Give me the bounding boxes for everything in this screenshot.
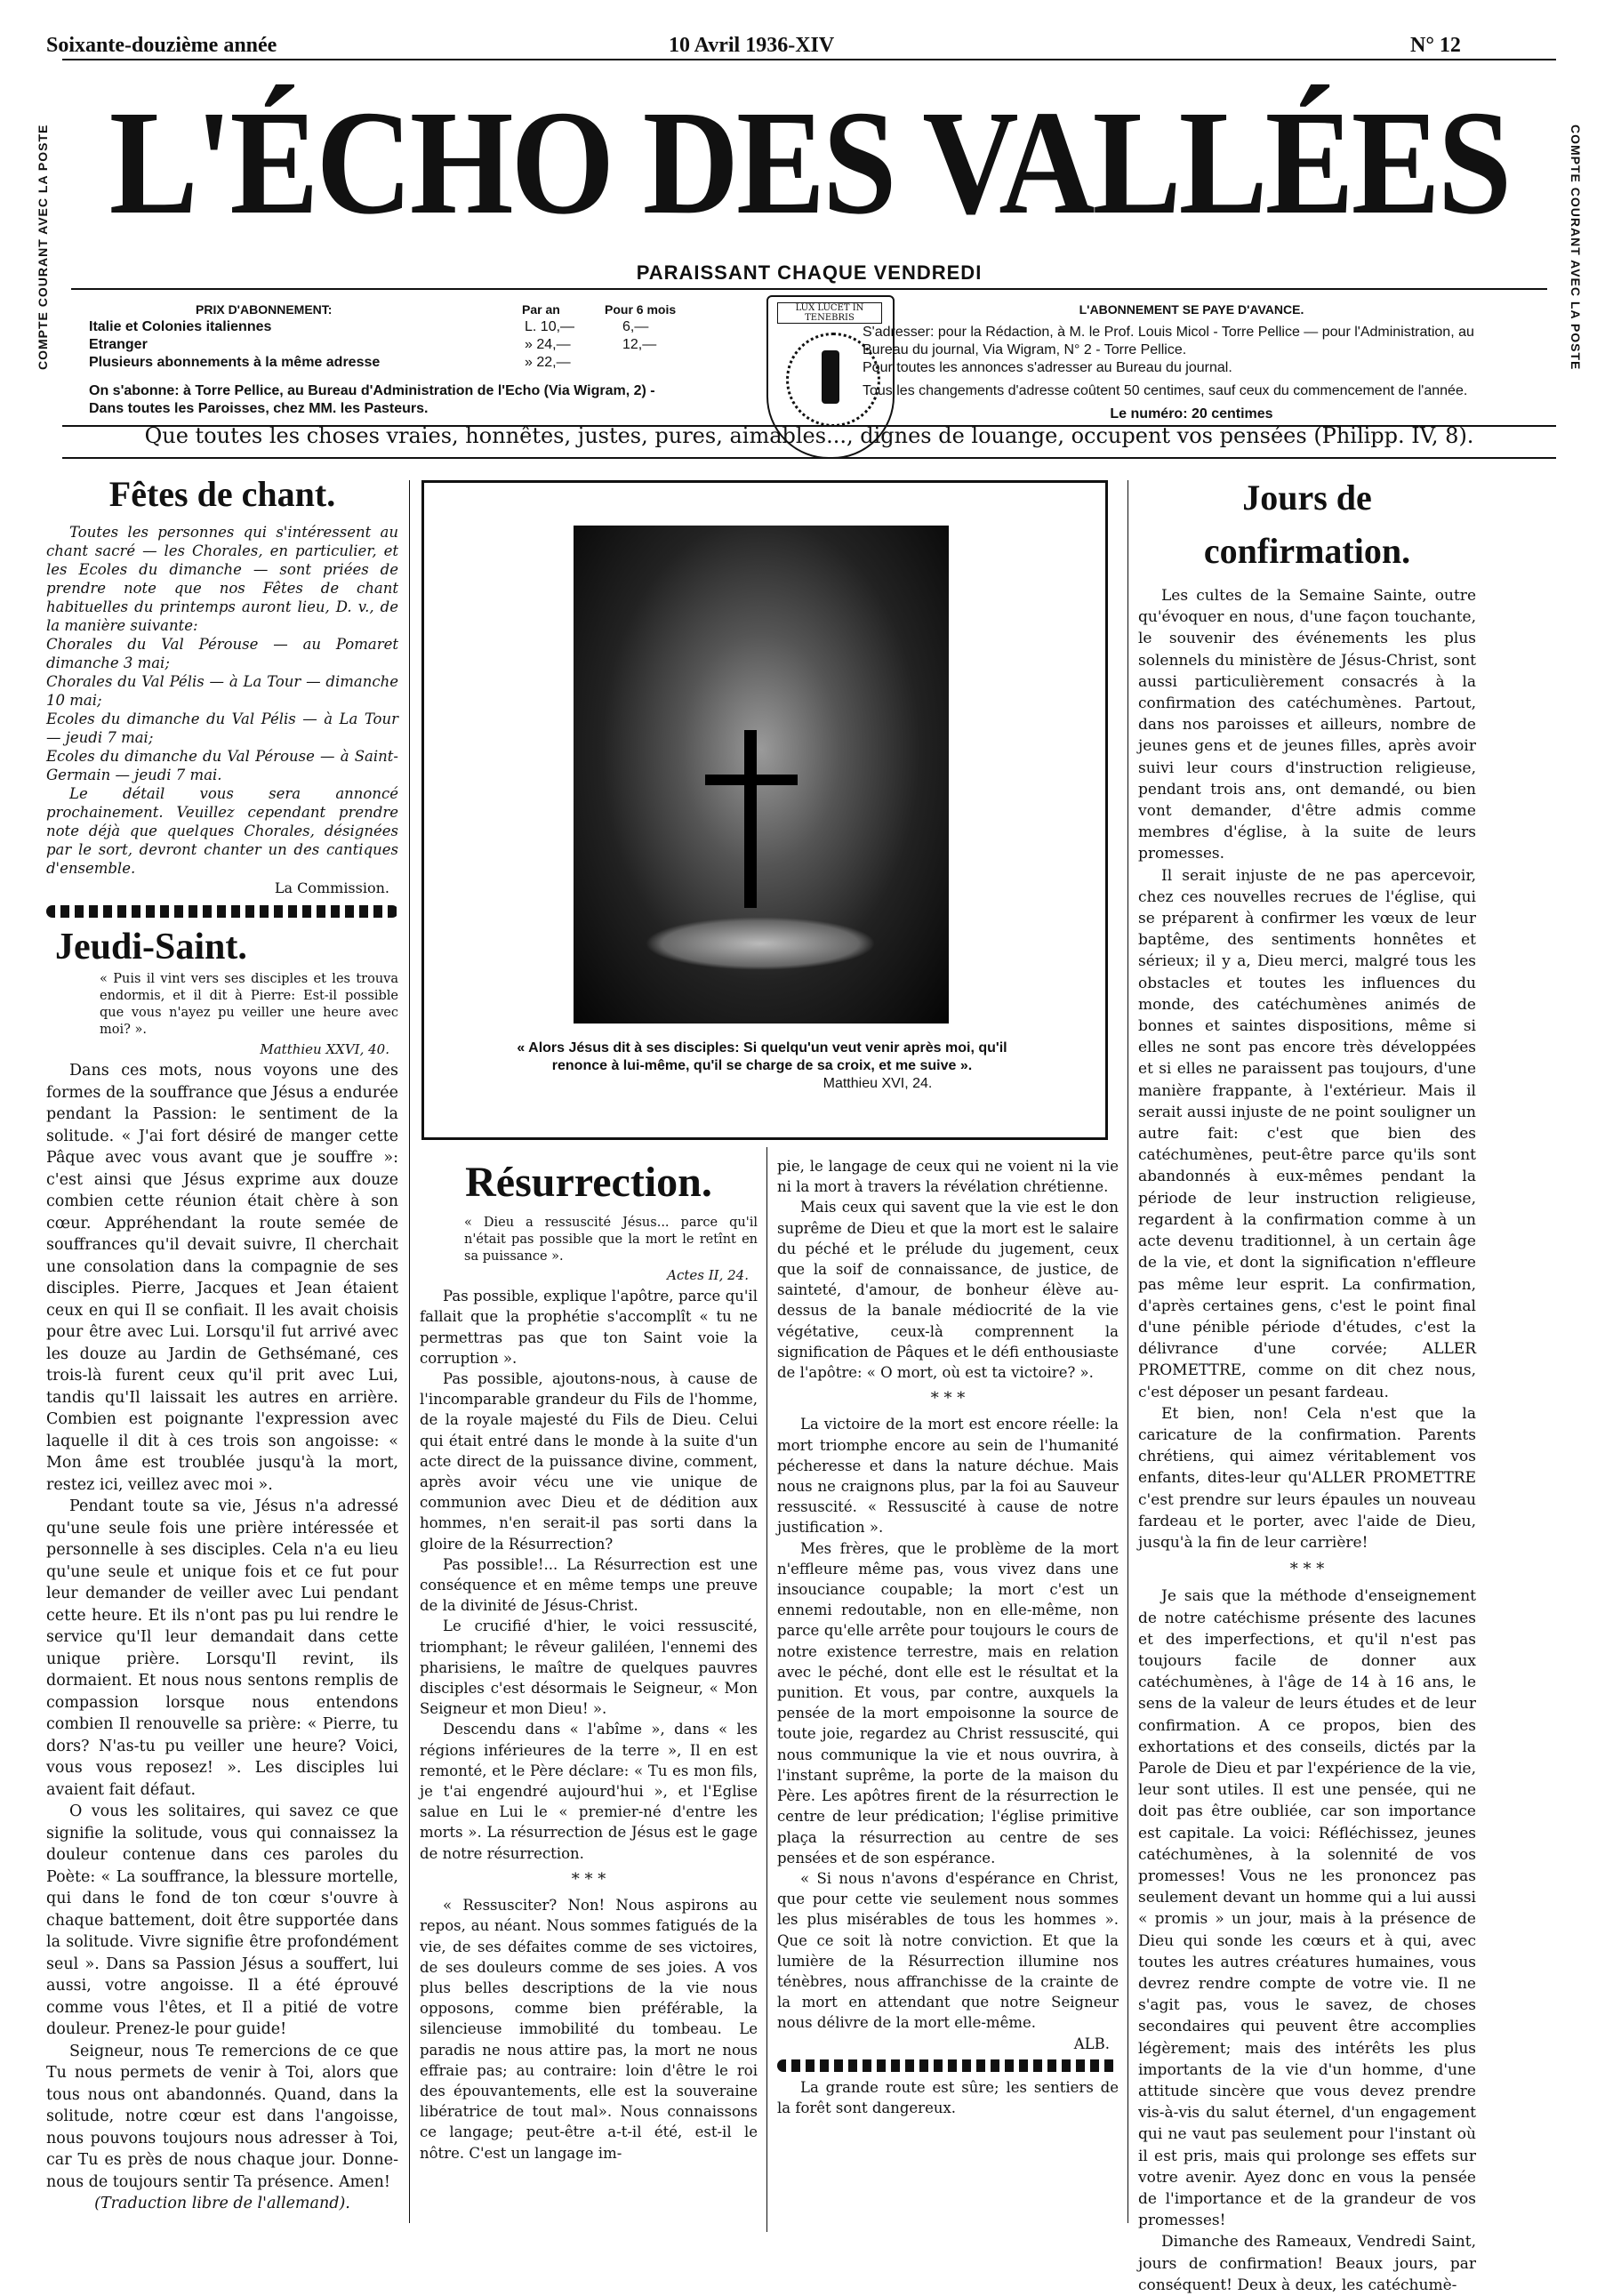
per-6-months-heading: Pour 6 mois [605, 302, 677, 317]
paragraph: pie, le langage de ceux qui ne voient ni la vie ni la mort à travers la révélation chrétienne. [777, 1158, 1119, 1196]
lamp-icon [822, 350, 839, 404]
heading-fetes-de-chant: Fêtes de chant. [108, 474, 336, 514]
paragraph: Pas possible, explique l'apôtre, parce qu'il fallait que la prophétie s'accomplît « tu ne permettras pas que ton Saint voie la corruption ». [420, 1288, 758, 1367]
paragraph: « Ressusciter? Non! Nous aspirons au repos, au néant. Nous sommes fatigués de la vie, de ses défaites comme de ses victoires, de ses douleurs comme de ses joies. A vos plus belles descriptions de la vie nous opposons, comme bien préférable, la silencieuse immobilité du tombeau. Le paradis ne nous attire pas, la mort ne nous effraie pas; au contraire: loin d'être le roi des épouvantements, elle est la souveraine libératrice de tout mal». Nous connaissons ce langage; peut-être a-t-il été, est-il le nôtre. C'est un langage im- [420, 1897, 758, 2162]
signature-commission: La Commission. [274, 879, 389, 896]
section-stars: * * * [1289, 1560, 1325, 1579]
admin-heading: L'ABONNEMENT SE PAYE D'AVANCE. [1079, 302, 1304, 317]
paragraph: Dans ces mots, nous voyons une des formes de la souffrance que Jésus a endurée pendant la Passion: le sentiment de la solitude. « J'ai fort désiré de manger cette Pâque avec vous avant que je souffre »: c'est ainsi que Jésus exprime aux douze combien cette réunion était chère à son cœur. Appréhendant la route semée de souffrances qu'il devait suivre, Il cherchait une consolation dans la compagnie de ses disciples. Pierre, Jacques et Jean étaient ceux en qui Il se confiait. Il les avait choisis pour être avec Lui. Lorsqu'il fut arrivé avec les douze au Jardin de Gethsémané, ces trois-là furent ceux qu'il prit avec Lui, tandis qu'Il laissait les autres en arrière. Combien est poignante l'expression avec laquelle il dit à ces trois son angoisse: « Mon âme est troublée jusqu'à la mort, restez ici, veillez avec moi ». [46, 1062, 398, 1494]
caption-reference: Matthieu XVI, 24. [823, 1076, 933, 1091]
left-vertical-label: COMPTE COURANT AVEC LA POSTE [36, 124, 50, 371]
heading-jeudi-saint: Jeudi-Saint. [55, 926, 247, 967]
fetes-text: Toutes les personnes qui s'intéressent au chant sacré — les Chorales, en particulier, et les Ecoles du dimanche — sont priées de prendre note que nos Fêtes de chant habituelles du printemps auront lieu, D. v., de la manière suivante: Chorales du Val Pérouse — au Pomaret dimanche 3 mai; Chorales du Val Pélis — à La Tour — dimanche 10 mai; Ecoles du dimanche du Val Pélis — à La Tour — jeudi 7 mai; Ecoles du dimanche du Val Pérouse — à Saint-Germain — jeudi 7 mai. Le détail vous sera annoncé prochainement. Veuillez cependant prendre note déjà que quelques Chorales, désignées par le sort, devront chanter un des cantiques d'ensemble. [46, 524, 398, 877]
paragraph: Pas possible, ajoutons-nous, à cause de l'incomparable grandeur du Fils de l'homme, de la royale majesté du Fils de Dieu. Celui qui était entré dans le monde à la suite d'un acte direct de la puissance divine, comment, après avoir vécu une vie unique de communion avec Dieu et de dédition aux hommes, n'en serait-il pas sorti dans la gloire de la Résurrection? [420, 1370, 758, 1553]
right-vertical-label: COMPTE COURANT AVEC LA POSTE [1569, 124, 1583, 371]
paragraph: O vous les solitaires, qui savez ce que signifie la solitude, vous qui connaissez la douleur contenue dans ces paroles du Poète: « La souffrance, la blessure mortelle, qui dans le fond de ton cœur s'ouvre à chaque battement, doit être supportée dans la solitude. Vivre signifie être profondément seul ». Dans sa Passion Jésus a souffert, lui aussi, votre angoisse. Il a été éprouvé comme vous l'êtes, et Il a pitié de votre douleur. Prenez-le pour guide! [46, 1802, 398, 2038]
closing-maxim: La grande route est sûre; les sentiers de la forêt sont dangereux. [777, 2078, 1119, 2116]
section-stars: * * * [930, 1389, 966, 1409]
subscription-note: On s'abonne: à Torre Pellice, au Bureau d'Administration de l'Echo (Via Wigram, 2) - Dans toutes les Paroisses, chez MM. les Pasteurs. [89, 383, 655, 416]
admin-address: S'adresser: pour la Rédaction, à M. le Prof. Louis Micol - Torre Pellice — pour l'Administration, au Bureau du journal, Via Wigram, N° 2 - Torre Pellice. [863, 325, 1474, 357]
translation-note: (Traduction libre de l'allemand). [94, 2195, 350, 2212]
column-4 [1138, 471, 1476, 2296]
paragraph: Je sais que la méthode d'enseignement de notre catéchisme présente des lacunes et des imperfections, et qu'il n'est pas toujours facile de donner aux catéchumènes, à l'âge de 14 à 16 ans, le sens de la valeur de leurs études et de leur confirmation. A ce propos, bien des exhortations et des conseils, dictés par la Parole de Dieu et par l'expérience de la vie, leur sont utiles. Il est une pensée, qui ne doit pas être oubliée, car son importance est capitale. La voici: Réfléchissez, jeunes catéchumènes, à la solennité de vos promesses! Vous ne les prononcez pas seulement devant un homme qui a lui aussi « promis » un jour, mais à la présence de Dieu qui sonde les cœurs et à qui, avec toutes les autres créatures humaines, vous devrez rendre compte de votre vie. Il ne s'agit pas, vous le savez, de choses secondaires qui peuvent être accomplies légèrement; mais des intérêts les plus importants de la vie d'un homme, d'une attitude sincère que vous devez prendre vis-à-vis du salut éternel, d'un engagement qui ne vaut pas seulement pour l'instant où il est pris, mais qui prolonge ses effets sur votre avenir. Ayez donc en vous la pensée de l'importance et de la grandeur de vos promesses! [1138, 1587, 1476, 2230]
seal-motto: LUX LUCET IN TENEBRIS [777, 302, 882, 324]
crucifix-illustration [574, 526, 949, 1024]
admin-info-block [863, 301, 1521, 423]
paragraph: Le crucifié d'hier, le voici ressuscité, triomphant; le rêveur galiléen, l'ennemi des pharisiens, le maître de quelques pauvres disciples c'est désormais le Seigneur, « Mon Seigneur et mon Dieu! ». [420, 1618, 758, 1718]
ornamental-divider [46, 905, 398, 918]
paragraph: Dimanche des Rameaux, Vendredi Saint, jours de confirmation! Beaux jours, par conséquent! Deux à deux, les catéchumè- [1138, 2233, 1476, 2294]
quote-reference: Matthieu XXVI, 40. [260, 1040, 389, 1057]
heading-jours-de-confirmation: Jours de confirmation. [1203, 478, 1411, 571]
illustration-frame [421, 480, 1108, 1140]
newspaper-title: L'ÉCHO DES VALLÉES [108, 80, 1510, 245]
masthead [36, 59, 1583, 427]
subscription-block [89, 301, 711, 418]
illustration-caption: « Alors Jésus dit à ses disciples: Si quelqu'un veut venir après moi, qu'il renonce à lui-même, qu'il se charge de sa croix, et me suive ». Matthieu XVI, 24. [517, 1040, 1007, 1091]
paragraph: Mes frères, que le problème de la mort n'effleure même pas, vous vivez dans une insouciance coupable; la mort c'est un ennemi redoutable, non en elle-même, non parce qu'elle arrête pour toujours le cours de notre existence terrestre, mais en relation avec le péché, dont elle est le résultat et la punition. Et vous, par contre, auxquels la pensée de la mort empoisonne la source de toute joie, regardez au Christ ressuscité, qui nous communique la vie et nous ouvrira, à l'instant suprême, la porte de la maison du Père. Les apôtres firent de la résurrection le centre de leur prédication; l'église primitive plaça la résurrection au centre de ses pensées et de son espérance. [777, 1539, 1119, 1867]
subscription-row: Etranger » 24,— 12,— [89, 337, 657, 352]
admin-ads: Pour toutes les annonces s'adresser au Bureau du journal. [863, 360, 1232, 375]
epigraph-quote: « Dieu a ressuscité Jésus... parce qu'il n'était pas possible que la mort le retînt en sa puissance ». [464, 1216, 758, 1264]
epigraph-quote: « Puis il vint vers ses disciples et les trouva endormis, et il dit à Pierre: Est-il possible que vous n'ayez pu veiller une heure avec moi? ». [100, 971, 398, 1037]
subscription-row: Plusieurs abonnements à la même adresse » 22,— [89, 355, 571, 370]
ornamental-divider [777, 2059, 1119, 2072]
per-year-heading: Par an [522, 302, 560, 317]
cross-icon [744, 730, 757, 908]
admin-address-change: Tous les changements d'adresse coûtent 50 centimes, sauf ceux du commencement de l'année. [863, 383, 1468, 398]
paragraph: Il serait injuste de ne pas apercevoir, chez ces nouvelles recrues de l'église, qui se préparent à confirmer les vœux de leur baptême, des sentiments honnêtes et sérieux; il y a, Dieu merci, malgré tous les obstacles et toutes les influences du monde, des catéchumènes animés de bonnes et saintes dispositions, même si elles ne sont pas encore très développées et si elles ne paraissent pas toujours, d'une manière frappante, à l'extérieur. Mais il serait aussi injuste de ne point souligner un autre fait: c'est que bien des catéchumènes, peut-être parce qu'ils sont abandonnés à eux-mêmes pendant la période de leur instruction religieuse, regardent à la confirmation comme à un acte devenu traditionnel, à un certain âge de la vie, et dont la signification n'effleure pas même leur esprit. La confirmation, d'après certaines gens, c'est le point final d'une pénible période d'études, c'est la délivrance d'une corvée; ALLER PROMETTRE, comme on dit chez nous, c'est déposer un pesant fardeau. [1138, 866, 1476, 1401]
subscription-heading: PRIX D'ABONNEMENT: [196, 302, 333, 317]
column-divider [1127, 480, 1128, 2223]
paragraph: « Si nous n'avons d'espérance en Christ, que pour cette vie seulement nous sommes les plus misérables de tous les hommes ». Que ce soit là notre conviction. Et que la lumière de la Résurrection illumine nos ténèbres, nous affranchisse de la crainte de la mort en attendant que notre Seigneur nous délivre de la mort elle-même. [777, 1869, 1119, 2032]
quote-reference: Actes II, 24. [667, 1267, 749, 1283]
issue-date: 10 Avril 1936-XIV [669, 34, 835, 57]
masthead-rule [71, 288, 1547, 290]
paragraph: Et bien, non! Cela n'est que la caricature de la confirmation. Parents chrétiens, qui aimez véritablement vos enfants, dites-leur qu'ALLER PROMETTRE c'est prendre sur leurs épaules un nouveau fardeau et le porter, avec l'aide de Dieu, jusqu'à la fin de leur carrière! [1138, 1404, 1476, 1552]
column-divider [409, 480, 410, 2223]
newspaper-subtitle: PARAISSANT CHAQUE VENDREDI [636, 261, 983, 284]
column-divider [766, 1147, 767, 2232]
section-stars: * * * [571, 1869, 606, 1889]
paragraph: Pas possible!... La Résurrection est une conséquence et en même temps une preuve de la divinité de Jésus-Christ. [420, 1555, 758, 1615]
paragraph: Les cultes de la Semaine Sainte, outre qu'évoquer en nous, d'une façon touchante, le souvenir des événements les plus solennels du ministère de Jésus-Christ, sont aussi particulièrement consacrés à la confirmation des catéchumènes. Partout, dans nos paroisses et ailleurs, nombre de jeunes gens et de jeunes filles, après avoir suivi leur cours d'instruction religieuse, pendant trois ans, ont demandé, ou bien vont demander, d'être admis comme membres d'église, à la suite de leurs promesses. [1138, 587, 1476, 863]
issue-number: N° 12 [1410, 34, 1461, 57]
issue-price: Le numéro: 20 centimes [1110, 406, 1273, 421]
column-1 [46, 471, 398, 2215]
paragraph: Seigneur, nous Te remercions de ce que Tu nous permets de venir à Toi, alors que tous nous ont abandonnés. Quand, dans la solitude, notre cœur est dans l'angoisse, nous pouvons toujours nous adresser à Toi, car Tu es près de nous chaque jour. Donne-nous de toujours sentir Ta présence. Amen! [46, 2042, 398, 2191]
column-3 [777, 1156, 1119, 2118]
flock-image [645, 917, 876, 970]
heading-resurrection: Résurrection. [465, 1159, 712, 1206]
signature-alb: ALB. [1073, 2035, 1110, 2052]
paragraph: La victoire de la mort est encore réelle: la mort triomphe encore au sein de l'humanité pécheresse et dans la nature déchue. Mais nous ne craignons plus, par la foi au Sauveur ressuscité. « Ressuscité à cause de notre justification ». [777, 1416, 1119, 1537]
paragraph: Pendant toute sa vie, Jésus n'a adressé qu'une seule fois une prière intéressée et personnelle à ses disciples. Cela n'a eu lieu qu'une seule et unique fois et ce fut pour leur demander de veiller avec Lui pendant cette heure. Et ils n'ont pas pu lui rendre le service qu'Il leur demandait dans cette unique prière. Lorsqu'Il revint, ils dormaient. Et nous nous sentons remplis de compassion lorsque nous entendons combien Il renouvelle sa prière: « Pierre, tu dors? N'as-tu pu veiller une heure? Voici, vous vous reposez! ». Les disciples lui avaient fait défaut. [46, 1497, 398, 1799]
paragraph: Mais ceux qui savent que la vie est le don suprême de Dieu et que la mort est le salaire du péché et le prélude du jugement, ceux que la soif de connaissance, de justice, de sainteté, d'amour, de bonheur élève au-dessus de la banale médiocrité de la vie végétative, ceux-là comprennent la signification de Pâques et le défi enthousiaste de l'apôtre: « O mort, où est ta victoire? ». [777, 1199, 1119, 1382]
year-label: Soixante-douzième année [46, 34, 277, 57]
column-2 [420, 1156, 758, 2164]
paragraph: Descendu dans « l'abîme », dans « les régions inférieures de la terre », Il en est remonté, et le Père déclare: « Tu es mon fils, je t'ai engendré aujourd'hui », et l'Eglise salue en Lui le « premier-né d'entre les morts ». La résurrection de Jésus est le gage de notre résurrection. [420, 1721, 758, 1862]
subscription-row: Italie et Colonies italiennes L. 10,— 6,— [89, 319, 649, 334]
epigraph-verse: Que toutes les choses vraies, honnêtes, justes, pures, aimables..., dignes de louange, occupent vos pensées (Philipp. IV, 8). [62, 423, 1556, 459]
